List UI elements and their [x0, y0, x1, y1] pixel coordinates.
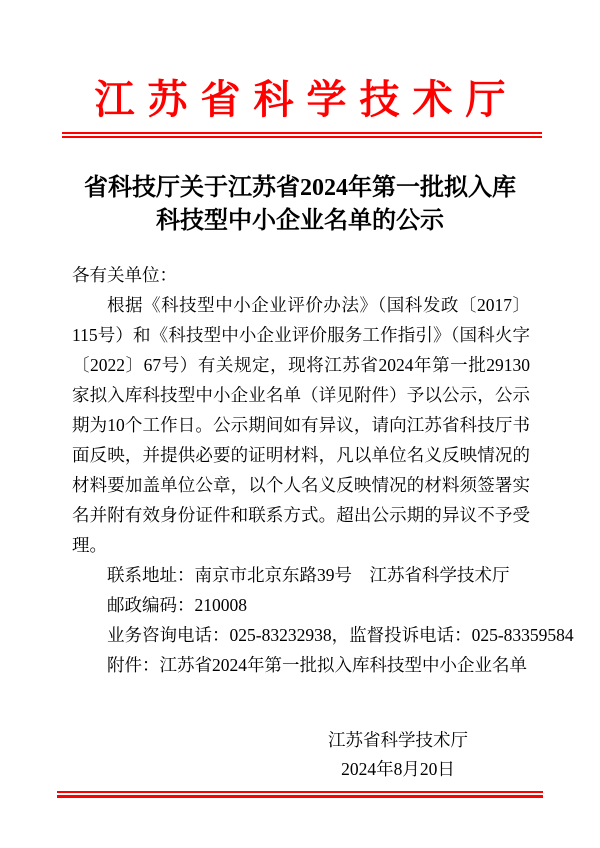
signature-block: [328, 726, 468, 784]
signature-date: 2024年8月20日: [341, 759, 455, 779]
letterhead-divider: [62, 132, 542, 138]
signature-agency: 江苏省科学技术厅: [328, 730, 468, 750]
footer-divider: [57, 791, 543, 798]
document-title-line1: 省科技厅关于江苏省2024年第一批拟入库: [84, 175, 516, 201]
contact-postal-code: 邮政编码：210008: [107, 595, 247, 615]
document-title-line2: 科技型中小企业名单的公示: [156, 208, 444, 234]
contact-phones: 业务咨询电话：025-83232938，监督投诉电话：025-83359584: [107, 625, 574, 645]
salutation: 各有关单位：: [72, 265, 177, 285]
letterhead-agency-name: 江苏省科学技术厅: [94, 77, 519, 122]
document-body: [72, 260, 574, 680]
attachment-line: 附件：江苏省2024年第一批拟入库科技型中小企业名单: [107, 655, 527, 675]
body-paragraph: 根据《科技型中小企业评价办法》（国科发政〔2017〕115号）和《科技型中小企业评价服务工作指引》（国科火字〔2022〕67号）有关规定，现将江苏省2024年第一批29130家拟入库科技型中小企业名单（详见附件）予以公示，公示期为10个工作日。公示期间如有异议，请向江苏省科技厅书面反映，并提供必要的证明材料，凡以单位名义反映情况的材料要加盖单位公章，以个人名义反映情况的材料须签署实名并附有效身份证件和联系方式。超出公示期的异议不予受理。: [72, 295, 530, 555]
contact-address: 联系地址：南京市北京东路39号 江苏省科学技术厅: [107, 565, 510, 585]
document-title: [50, 172, 550, 238]
